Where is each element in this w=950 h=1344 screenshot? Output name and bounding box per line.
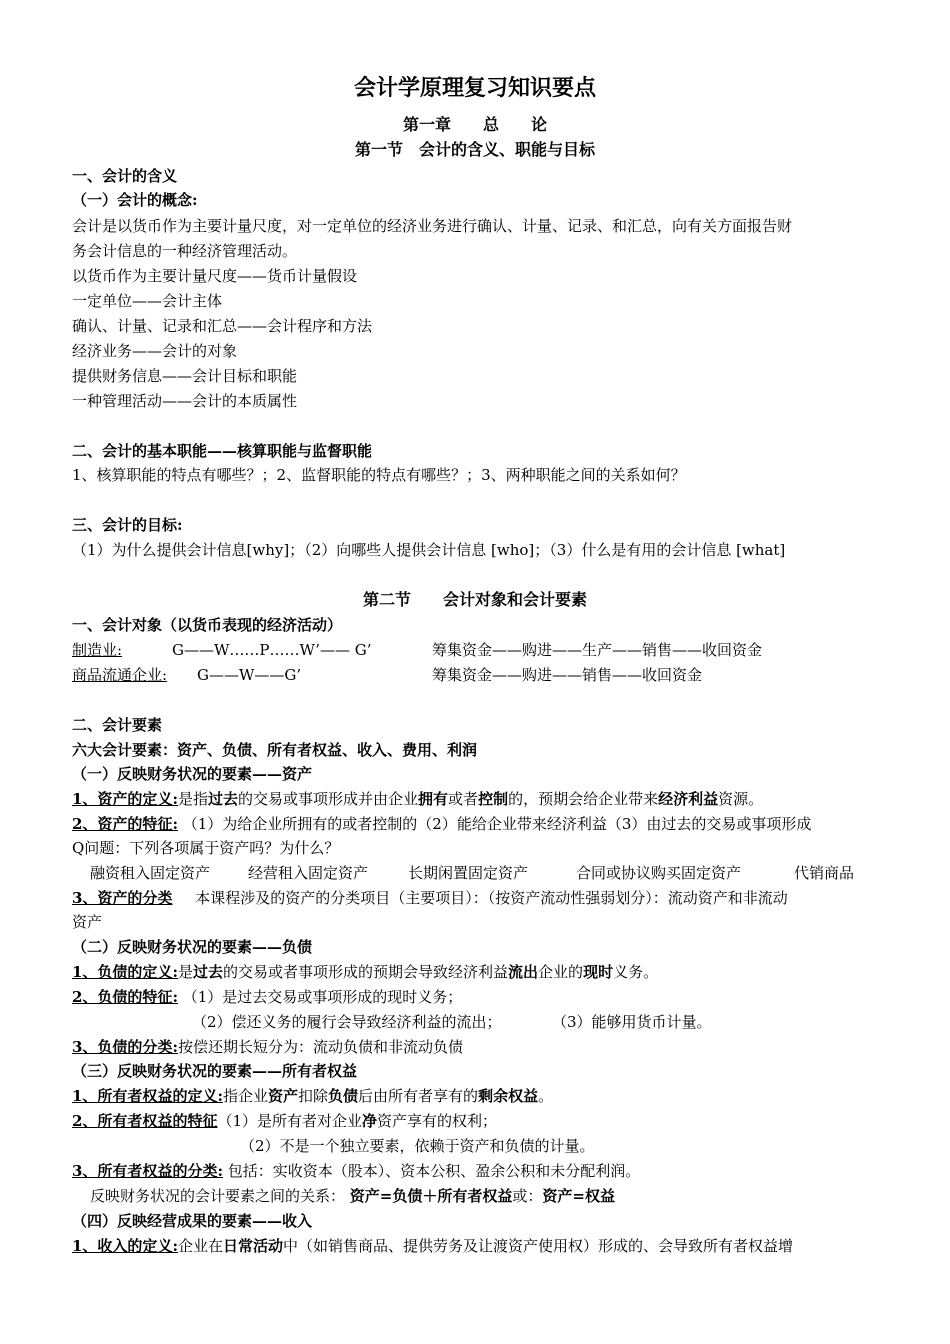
equity-classification [72,1161,640,1181]
text-span: 。 [538,1087,554,1105]
text-span: 的交易或事项形成并由企业 [238,790,419,808]
text-span: （1）是所有者对企业 [217,1112,362,1130]
heading-accounting-object: 一、会计对象（以货币表现的经济活动） [72,616,343,634]
liability-definition-label: 1、负债的定义: [72,963,178,981]
heading-accounting-elements: 二、会计要素 [72,716,163,734]
text-span: 企业的 [538,963,584,981]
text-span: 或者 [448,790,479,808]
subheading-accounting-concept: （一）会计的概念: [72,191,198,209]
text-span: 或： [512,1187,543,1205]
asset-classification-label: 3、资产的分类 [72,889,173,907]
chapter-heading: 第一章 总 论 [402,115,547,134]
text-span: 是 [177,963,193,981]
emphasis-span: 剩余权益 [478,1087,539,1105]
definition-line-2: 务会计信息的一种经济管理活动。 [72,242,298,260]
text-span: 企业在 [177,1237,223,1255]
emphasis-span: 现时 [583,963,614,981]
text-span: 后由所有者享有的 [358,1087,479,1105]
manufacturing-label: 制造业: [72,641,123,659]
asset-item: 经营租入固定资产 [248,864,369,882]
asset-item: 代销商品 [794,864,855,882]
asset-item: 融资租入固定资产 [90,864,211,882]
section-heading-1: 第一节 会计的含义、职能与目标 [354,140,595,159]
document-title: 会计学原理复习知识要点 [353,75,596,101]
text-span: 资源。 [718,790,764,808]
emphasis-span: 净 [362,1112,378,1130]
accounting-equation: 资产=负债＋所有者权益 [349,1187,513,1205]
commerce-row [72,665,703,685]
liability-feature-1: （1）是过去交易或事项形成的现时义务； [182,988,463,1006]
asset-item: 合同或协议购买固定资产 [576,864,742,882]
manufacturing-flow: 筹集资金——购进——生产——销售——收回资金 [432,641,763,659]
meaning-item-1: 以货币作为主要计量尺度——货币计量假设 [72,267,358,285]
asset-features [72,814,811,834]
accounting-equation-short: 资产=权益 [542,1187,615,1205]
asset-classification-text: 本课程涉及的资产的分类项目（主要项目）：（按资产流动性强弱划分）：流动资产和非流动 [195,889,788,907]
text-span: 的，预期会给企业带来 [508,790,659,808]
liability-classification-text: 按偿还期长短分为：流动负债和非流动负债 [177,1038,463,1056]
emphasis-span: 经济利益 [658,790,719,808]
text-span: 指企业 [222,1087,268,1105]
equity-features-label: 2、所有者权益的特征 [72,1112,218,1130]
commerce-flow: 筹集资金——购进——销售——收回资金 [432,666,703,684]
commerce-formula: G——W——G’ [197,666,302,684]
meaning-item-4: 经济业务——会计的对象 [72,342,238,360]
group-assets-heading: （一）反映财务状况的要素——资产 [72,765,313,783]
meaning-item-6: 一种管理活动——会计的本质属性 [72,392,298,410]
six-elements: 六大会计要素：资产、负债、所有者权益、收入、费用、利润 [72,741,478,759]
goals-text: （1）为什么提供会计信息[why]；（2）向哪些人提供会计信息 [who]；（3）什么是有用的会计信息 [what] [72,541,786,559]
asset-features-label: 2、资产的特征: [72,815,178,833]
emphasis-span: 过去 [208,790,239,808]
liability-classification [72,1037,463,1057]
manufacturing-row [72,640,763,660]
emphasis-span: 流出 [508,963,539,981]
text-span: 资产享有的权利； [377,1112,498,1130]
manufacturing-formula: G——W……P……W’—— G’ [172,641,372,659]
text-span: 反映财务状况的会计要素之间的关系： [90,1187,346,1205]
meaning-item-2: 一定单位——会计主体 [72,292,223,310]
text-span: 的交易或者事项形成的预期会导致经济利益 [223,963,509,981]
text-span: 中（如销售商品、提供劳务及让渡资产使用权）形成的、会导致所有者权益增 [283,1237,794,1255]
equity-definition [72,1086,553,1106]
liability-features-label: 2、负债的特征: [72,988,178,1006]
liability-definition [72,962,658,982]
liability-feature-3: （3）能够用货币计量。 [552,1013,712,1031]
meaning-item-3: 确认、计量、记录和汇总——会计程序和方法 [72,317,373,335]
asset-item: 长期闲置固定资产 [408,864,529,882]
asset-question: Q问题：下列各项属于资产吗？为什么？ [72,839,340,857]
heading-accounting-goals: 三、会计的目标: [72,516,183,534]
liability-classification-label: 3、负债的分类: [72,1038,178,1056]
group-liabilities-heading: （二）反映财务状况的要素——负债 [72,938,313,956]
asset-definition-label: 1、资产的定义: [72,790,178,808]
asset-definition [72,789,763,809]
group-revenue-heading: （四）反映经营成果的要素——收入 [72,1212,313,1230]
equity-classification-label: 3、所有者权益的分类: [72,1162,223,1180]
equity-feature-2: （2）不是一个独立要素，依赖于资产和负债的计量。 [240,1137,595,1155]
asset-classification-cont: 资产 [72,913,103,931]
revenue-definition-label: 1、收入的定义: [72,1237,178,1255]
emphasis-span: 过去 [193,963,224,981]
heading-accounting-meaning: 一、会计的含义 [72,167,178,185]
section-heading-2: 第二节 会计对象和会计要素 [362,590,587,609]
text-span: 扣除 [298,1087,329,1105]
equity-classification-text: 包括：实收资本（股本）、资本公积、盈余公积和未分配利润。 [227,1162,641,1180]
equation-line [90,1186,615,1206]
emphasis-span: 负债 [328,1087,359,1105]
emphasis-span: 控制 [478,790,509,808]
equity-definition-label: 1、所有者权益的定义: [72,1087,223,1105]
meaning-item-5: 提供财务信息——会计目标和职能 [72,367,298,385]
function-questions: 1、核算职能的特点有哪些？；2、监督职能的特点有哪些？；3、两种职能之间的关系如何？ [72,466,686,484]
equity-features [72,1111,497,1131]
commerce-label: 商品流通企业: [72,666,168,684]
asset-classification [72,888,788,908]
definition-line-1: 会计是以货币作为主要计量尺度，对一定单位的经济业务进行确认、计量、记录、和汇总，向有关方面报告财 [72,217,793,235]
group-equity-heading: （三）反映财务状况的要素——所有者权益 [72,1062,358,1080]
liability-features [72,987,462,1007]
heading-basic-functions: 二、会计的基本职能——核算职能与监督职能 [72,442,373,460]
text-span: 义务。 [613,963,659,981]
text-span: 是指 [177,790,208,808]
revenue-definition [72,1236,793,1256]
asset-features-text: （1）为给企业所拥有的或者控制的（2）能给企业带来经济利益（3）由过去的交易或事项形成 [182,815,812,833]
emphasis-span: 拥有 [418,790,449,808]
emphasis-span: 资产 [268,1087,299,1105]
emphasis-span: 日常活动 [223,1237,284,1255]
liability-feature-2: （2）偿还义务的履行会导致经济利益的流出； [192,1013,502,1031]
